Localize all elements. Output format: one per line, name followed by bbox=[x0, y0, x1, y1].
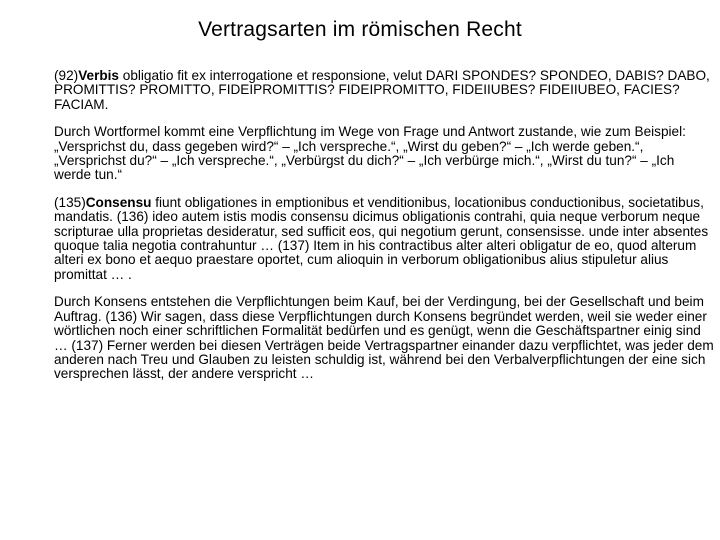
page-title: Vertragsarten im römischen Recht bbox=[198, 18, 522, 41]
paragraph-text: fiunt obligationes in emptionibus et venditionibus, locationibus conductionibus, societatibus, mandatis. (136) ideo autem istis modis consensu dicimus obligationis contrahi, quia neque verborum neque scripturae ulla proprietas desideratur, sed sufficit eos, qui negotium gerunt, consensisse. unde inter absentes quoque talia negotia contrahuntur … (137) Item in his contractibus alter alteri obligatur de eo, quod alterum alteri ex bono et aequo praestare oportet, cum alioquin in verborum obligationibus alius stipuletur alius promittat … . bbox=[54, 194, 709, 282]
term-consensu: Consensu bbox=[85, 194, 152, 210]
paragraph-verbis-german bbox=[54, 125, 714, 183]
term-verbis: Verbis bbox=[78, 68, 119, 83]
paragraph-prefix: (92) bbox=[54, 68, 79, 83]
paragraph-text: obligatio fit ex interrogatione et responsione, velut DARI SPONDES? SPONDEO, DABIS? DABO, PROMITTIS? PROMITTO, FIDEIPROMITTIS? FIDEIPROMITTO, FIDEIIUBES? FIDEIIUBEO, FACIES? FACIAM. bbox=[54, 68, 710, 112]
paragraph-verbis-latin bbox=[54, 69, 714, 112]
paragraph-consensu-german bbox=[54, 295, 714, 381]
paragraph-text: Durch Konsens entstehen die Verpflichtungen beim Kauf, bei der Verdingung, bei der Gesellschaft und beim Auftrag. (136) Wir sagen, dass diese Verpflichtungen durch Konsens begründet werden, weil sie weder einer wörtlichen noch einer schriftlichen Formalität bedürfen und es genügt, wenn die Geschäftspartner einig sind … (137) Ferner werden bei diesen Verträgen beide Vertragspartner einander dazu verpflichtet, was jeder dem anderen nach Treu und Glauben zu leisten schuldig ist, während bei den Verbalverpflichtungen der eine sich versprechen lässt, der andere verspricht … bbox=[54, 294, 714, 382]
paragraph-text: Durch Wortformel kommt eine Verpflichtung im Wege von Frage und Antwort zustande, wie zum Beispiel: „Versprichst du, dass gegeben wird?“ – „Ich verspreche.“, „Wirst du geben?“ – „Ich werde geben.“, „Versprichst du?“ – „Ich verspreche.“, „Verbürgst du dich?“ – „Ich verbürge mich.“, „Wirst du tun?“ – „Ich werde tun.“ bbox=[54, 124, 686, 183]
paragraph-prefix: (135) bbox=[54, 194, 86, 210]
slide-body bbox=[54, 69, 714, 395]
paragraph-consensu-latin bbox=[54, 196, 714, 282]
